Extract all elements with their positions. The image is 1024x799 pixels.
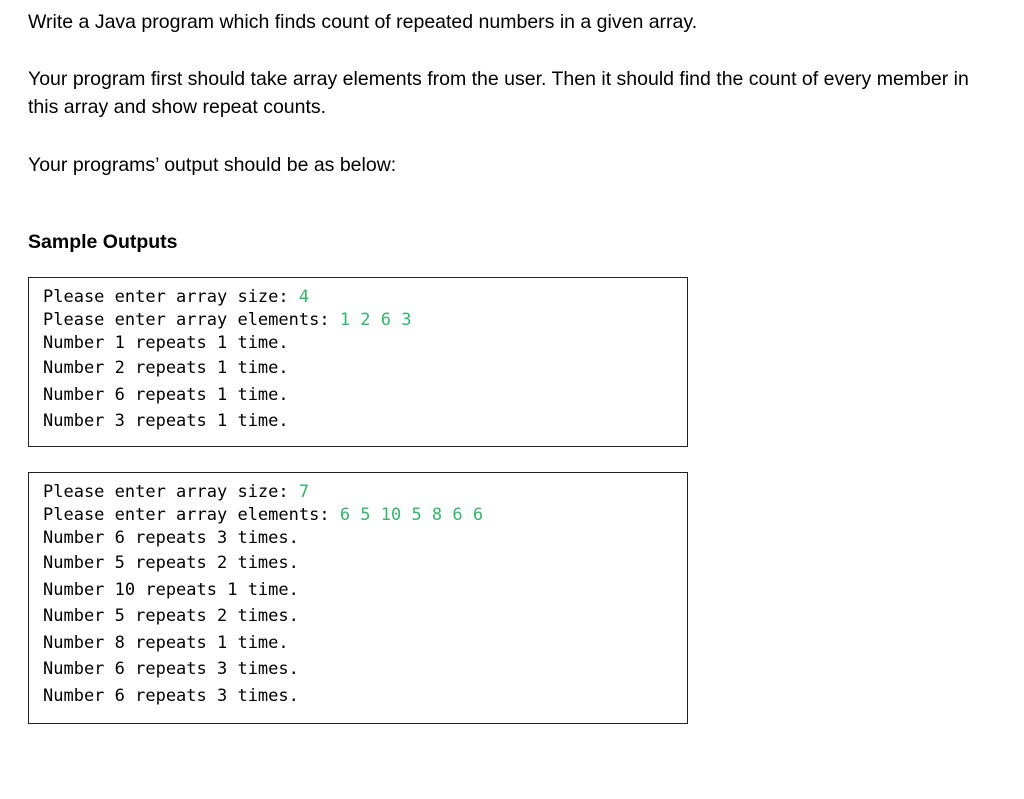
output-line: Number 5 repeats 2 times. <box>43 606 299 626</box>
size-prompt-line <box>43 481 687 504</box>
task-requirements: Your program first should take array elements from the user. Then it should find the count of every member in this array and show repeat counts. <box>28 68 969 118</box>
sample-outputs-heading: Sample Outputs <box>28 231 178 253</box>
elements-prompt: Please enter array elements: <box>43 310 340 330</box>
sample-output-box <box>28 472 688 724</box>
output-line: Number 2 repeats 1 time. <box>43 358 289 378</box>
output-line: Number 6 repeats 3 times. <box>43 659 299 679</box>
output-instruction: Your programs’ output should be as below: <box>28 154 397 176</box>
output-line: Number 6 repeats 1 time. <box>43 384 289 405</box>
elements-prompt-line <box>43 309 687 332</box>
output-line: Number 1 repeats 1 time. <box>43 333 289 353</box>
output-line: Number 6 repeats 3 times. <box>43 528 299 548</box>
output-line: Number 6 repeats 3 times. <box>43 685 299 706</box>
size-prompt: Please enter array size: <box>43 482 299 502</box>
task-statement: Write a Java program which finds count of repeated numbers in a given array. <box>28 11 698 33</box>
output-line: Number 10 repeats 1 time. <box>43 579 299 600</box>
output-line: Number 3 repeats 1 time. <box>43 411 289 431</box>
elements-prompt-line <box>43 504 687 527</box>
elements-input-value: 1 2 6 3 <box>339 310 412 330</box>
size-prompt: Please enter array size: <box>43 287 299 307</box>
elements-prompt: Please enter array elements: <box>43 505 340 525</box>
output-line: Number 8 repeats 1 time. <box>43 632 289 653</box>
size-prompt-line <box>43 286 687 309</box>
size-input-value: 4 <box>298 287 310 307</box>
size-input-value: 7 <box>298 482 310 502</box>
elements-input-value: 6 5 10 5 8 6 6 <box>339 505 484 525</box>
sample-output-box <box>28 277 688 447</box>
output-line: Number 5 repeats 2 times. <box>43 553 299 573</box>
